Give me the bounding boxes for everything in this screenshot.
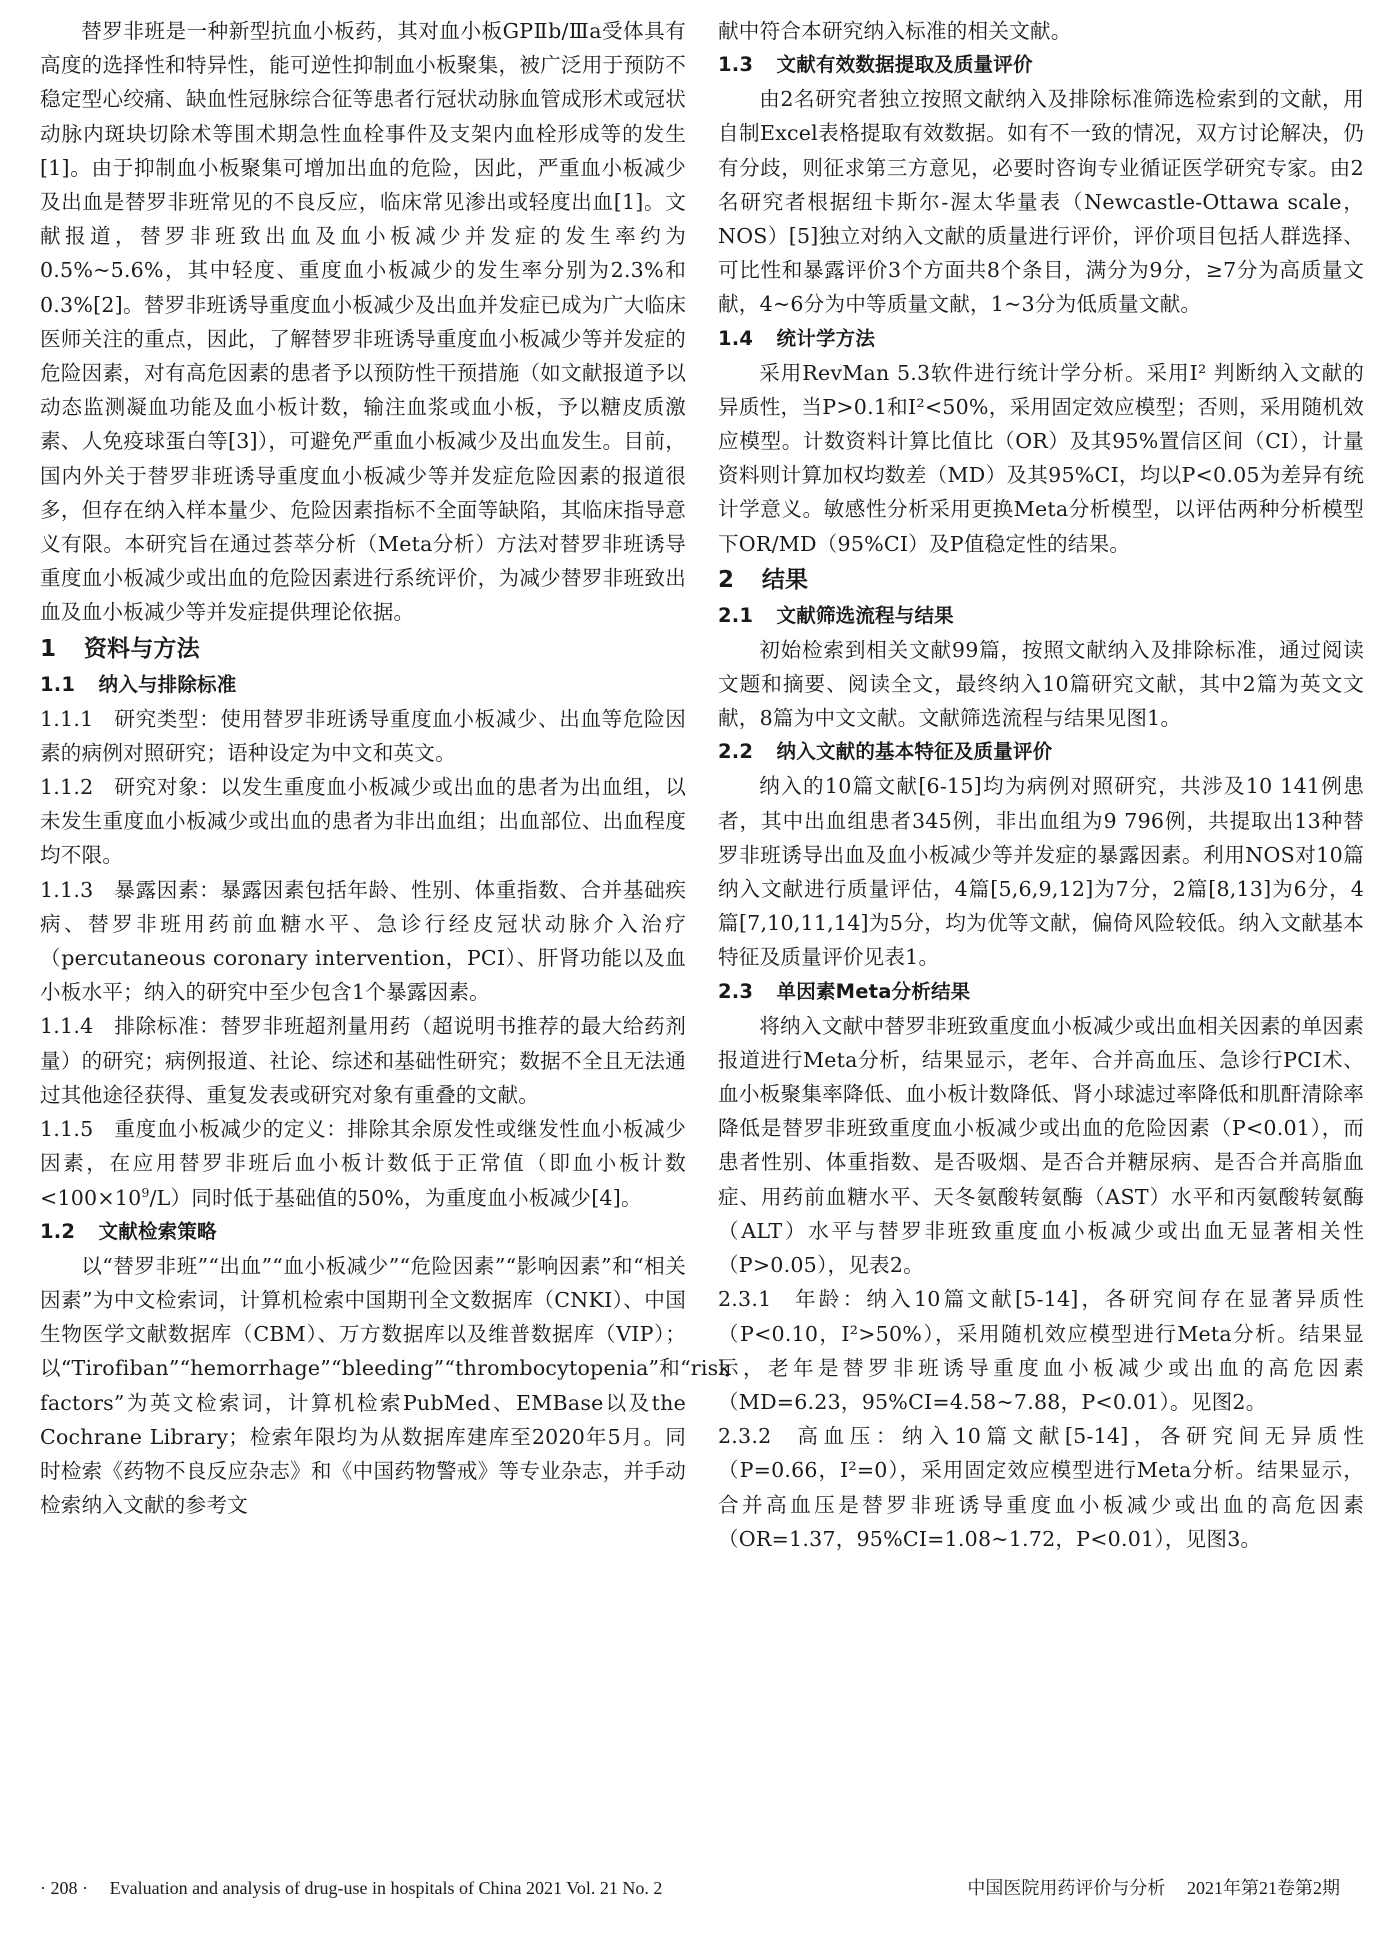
section-2-heading [718,561,1364,599]
journal-chinese: 中国医院用药评价与分析 [967,1878,1166,1898]
section-2-1-paragraph: 初始检索到相关文献99篇，按照文献纳入及排除标准，通过阅读文题和摘要、阅读全文，最终纳入10篇研究文献，其中2篇为英文文献，8篇为中文文献。文献筛选流程与结果见图1。 [718,637,1364,731]
section-1-3-paragraph: 由2名研究者独立按照文献纳入及排除标准筛选检索到的文献，用自制Excel表格提取有效数据。如有不一致的情况，双方讨论解决，仍有分歧，则征求第三方意见，必要时咨询专业循证医学研究专家。由2名研究者根据纽卡斯尔-渥太华量表（Newcastle-Ottawa scale，NOS）[5]独立对纳入文献的质量进行评价，评价项目包括人群选择、可比性和暴露评价3个方面共8个条目，满分为9分，≥7分为高质量文献，4~6分为中等质量文献，1~3分为低质量文献。 [718,87,1364,317]
section-1-2-paragraph: 以“替罗非班”“出血”“血小板减少”“危险因素”“影响因素”和“相关因素”为中文检索词，计算机检索中国期刊全文数据库（CNKI）、中国生物医学文献数据库（CBM）、万方数据库以及维普数据库（VIP）；以“Tirofiban”“hemorrhage”“bleeding”“thrombocytopenia”和“risk factors”为英文检索词，计算机检索PubMed、EMBase以及the Cochrane Library；检索年限均为从数据库建库至2020年5月。同时检索《药物不良反应杂志》和《中国药物警戒》等专业杂志，并手动检索纳入文献的参考文 [40,1253,732,1518]
section-number: 1.1.2 [40,775,94,800]
section-2-2-paragraph: 纳入的10篇文献[6-15]均为病例对照研究，共涉及10 141例患者，其中出血组患者345例，非出血组为9 796例，共提取出13种替罗非班诱导出血及血小板减少等并发症的暴露因素。利用NOS对10篇纳入文献进行质量评估，4篇[5,6,9,12]为7分，2篇[8,13]为6分，4篇[7,10,11,14]为5分，均为优等文献，偏倚风险较低。纳入文献基本特征及质量评价见表1。 [718,774,1364,970]
footer-left [40,1876,662,1900]
section-1-1-1 [40,702,686,770]
section-number: 1.1 [40,672,76,696]
section-title: 单因素Meta分析结果 [776,979,971,1003]
section-title: 纳入与排除标准 [98,672,237,696]
section-2-1-heading [718,599,1364,633]
section-number: 1.2 [40,1219,76,1243]
section-text: 重度血小板减少的定义：排除其余原发性或继发性血小板减少因素，在应用替罗非班后血小板计数低于正常值（即血小板计数<100×10 [40,1117,686,1210]
section-1-1-4 [40,1009,686,1112]
section-number: 2.2 [718,740,754,764]
footer-right [967,1876,1340,1900]
section-number: 1.1.4 [40,1014,94,1039]
page-number: · 208 · [40,1878,88,1898]
section-number: 2 [718,566,735,593]
left-column [40,14,732,1522]
section-title: 统计学方法 [776,326,876,350]
section-1-1-5 [40,1112,686,1215]
section-2-3-heading [718,975,1364,1009]
intro-paragraph: 替罗非班是一种新型抗血小板药，其对血小板GPⅡb/Ⅲa受体具有高度的选择性和特异性，能可逆性抑制血小板聚集，被广泛用于预防不稳定型心绞痛、缺血性冠脉综合征等患者行冠状动脉血管成形术或冠状动脉内斑块切除术等围术期急性血栓事件及支架内血栓形成等的发生[1]。由于抑制血小板聚集可增加出血的危险，因此，严重血小板减少及出血是替罗非班常见的不良反应，临床常见渗出或轻度出血[1]。文献报道，替罗非班致出血及血小板减少并发症的发生率约为0.5%~5.6%，其中轻度、重度血小板减少的发生率分别为2.3%和0.3%[2]。替罗非班诱导重度血小板减少及出血并发症已成为广大临床医师关注的重点，因此，了解替罗非班诱导重度血小板减少等并发症的危险因素，对有高危因素的患者予以预防性干预措施（如文献报道予以动态监测凝血功能及血小板计数，输注血浆或血小板，予以糖皮质激素、人免疫球蛋白等[3]），可避免严重血小板减少及出血发生。目前，国内外关于替罗非班诱导重度血小板减少等并发症危险因素的报道很多，但存在纳入样本量少、危险因素指标不全面等缺陷，其临床指导意义有限。本研究旨在通过荟萃分析（Meta分析）方法对替罗非班诱导重度血小板减少或出血的危险因素进行系统评价，为减少替罗非班致出血及血小板减少等并发症提供理论依据。 [40,19,686,625]
section-title: 文献筛选流程与结果 [776,603,954,627]
section-1-1-3 [40,873,686,1010]
section-number: 1 [40,635,57,662]
section-text-cont: /L）同时低于基础值的50%，为重度血小板减少[4]。 [149,1185,642,1210]
section-number: 1.4 [718,326,754,350]
section-number: 1.1.1 [40,706,94,731]
section-title: 纳入文献的基本特征及质量评价 [776,740,1053,764]
section-1-4-paragraph: 采用RevMan 5.3软件进行统计学分析。采用I² 判断纳入文献的异质性，当P>0.1和I²<50%，采用固定效应模型；否则，采用随机效应模型。计数资料计算比值比（OR）及其95%置信区间（CI），计量资料则计算加权均数差（MD）及其95%CI，均以P<0.05为差异有统计学意义。敏感性分析采用更换Meta分析模型，以评估两种分析模型下OR/MD（95%CI）及P值稳定性的结果。 [718,360,1364,556]
section-1-1-heading [40,668,686,702]
section-2-3-paragraph: 将纳入文献中替罗非班致重度血小板减少或出血相关因素的单因素报道进行Meta分析，结果显示，老年、合并高血压、急诊行PCI术、血小板聚集率降低、血小板计数降低、肾小球滤过率降低和肌酐清除率降低是替罗非班致重度血小板减少或出血的危险因素（P<0.01），而患者性别、体重指数、是否吸烟、是否合并糖尿病、是否合并高脂血症、用药前血糖水平、天冬氨酸转氨酶（AST）水平和丙氨酸转氨酶（ALT）水平与替罗非班致重度血小板减少或出血无显著相关性（P>0.05），见表2。 [718,1013,1364,1278]
section-title: 结果 [761,566,809,593]
section-title: 文献检索策略 [98,1219,217,1243]
section-text: 排除标准：替罗非班超剂量用药（超说明书推荐的最大给药剂量）的研究；病例报道、社论、综述和基础性研究；数据不全且无法通过其他途径获得、重复发表或研究对象有重叠的文献。 [40,1014,686,1107]
section-title: 资料与方法 [83,635,200,662]
section-text: 研究类型：使用替罗非班诱导重度血小板减少、出血等危险因素的病例对照研究；语种设定为中文和英文。 [40,706,686,765]
section-number: 2.3.2 [718,1424,772,1449]
section-2-2-heading [718,735,1364,769]
section-number: 2.3.1 [718,1287,772,1312]
section-title: 文献有效数据提取及质量评价 [776,53,1033,77]
journal-english: Evaluation and analysis of drug-use in hospitals of China 2021 Vol. 21 No. 2 [109,1878,663,1898]
superscript: 9 [141,1185,150,1200]
section-number: 2.1 [718,603,754,627]
section-2-3-2 [718,1419,1364,1556]
section-1-4-heading [718,322,1364,356]
section-text: 高血压：纳入10篇文献[5-14]，各研究间无异质性（P=0.66，I²=0），采用固定效应模型进行Meta分析。结果显示，合并高血压是替罗非班诱导重度血小板减少或出血的高危因素（OR=1.37，95%CI=1.08~1.72，P<0.01），见图3。 [718,1424,1364,1551]
section-number: 2.3 [718,979,754,1003]
section-1-1-2 [40,770,686,873]
section-number: 1.1.3 [40,877,94,902]
section-1-2-heading [40,1215,686,1249]
section-text: 暴露因素：暴露因素包括年龄、性别、体重指数、合并基础疾病、替罗非班用药前血糖水平、急诊行经皮冠状动脉介入治疗（percutaneous coronary intervention，PCI）、肝肾功能以及血小板水平；纳入的研究中至少包含1个暴露因素。 [40,877,686,1005]
issue-chinese: 2021年第21卷第2期 [1187,1878,1340,1898]
section-2-3-1 [718,1282,1364,1419]
section-number: 1.3 [718,53,754,77]
section-1-3-heading [718,48,1364,82]
right-column [718,14,1364,1556]
section-number: 1.1.5 [40,1117,94,1142]
section-1-heading [40,630,686,668]
continued-paragraph: 献中符合本研究纳入标准的相关文献。 [718,19,1072,43]
section-text: 研究对象：以发生重度血小板减少或出血的患者为出血组，以未发生重度血小板减少或出血的患者为非出血组；出血部位、出血程度均不限。 [40,775,686,868]
section-text: 年龄：纳入10篇文献[5-14]，各研究间存在显著异质性（P<0.10，I²>50%），采用随机效应模型进行Meta分析。结果显示，老年是替罗非班诱导重度血小板减少或出血的高危因素（MD=6.23，95%CI=4.58~7.88，P<0.01）。见图2。 [718,1287,1364,1414]
